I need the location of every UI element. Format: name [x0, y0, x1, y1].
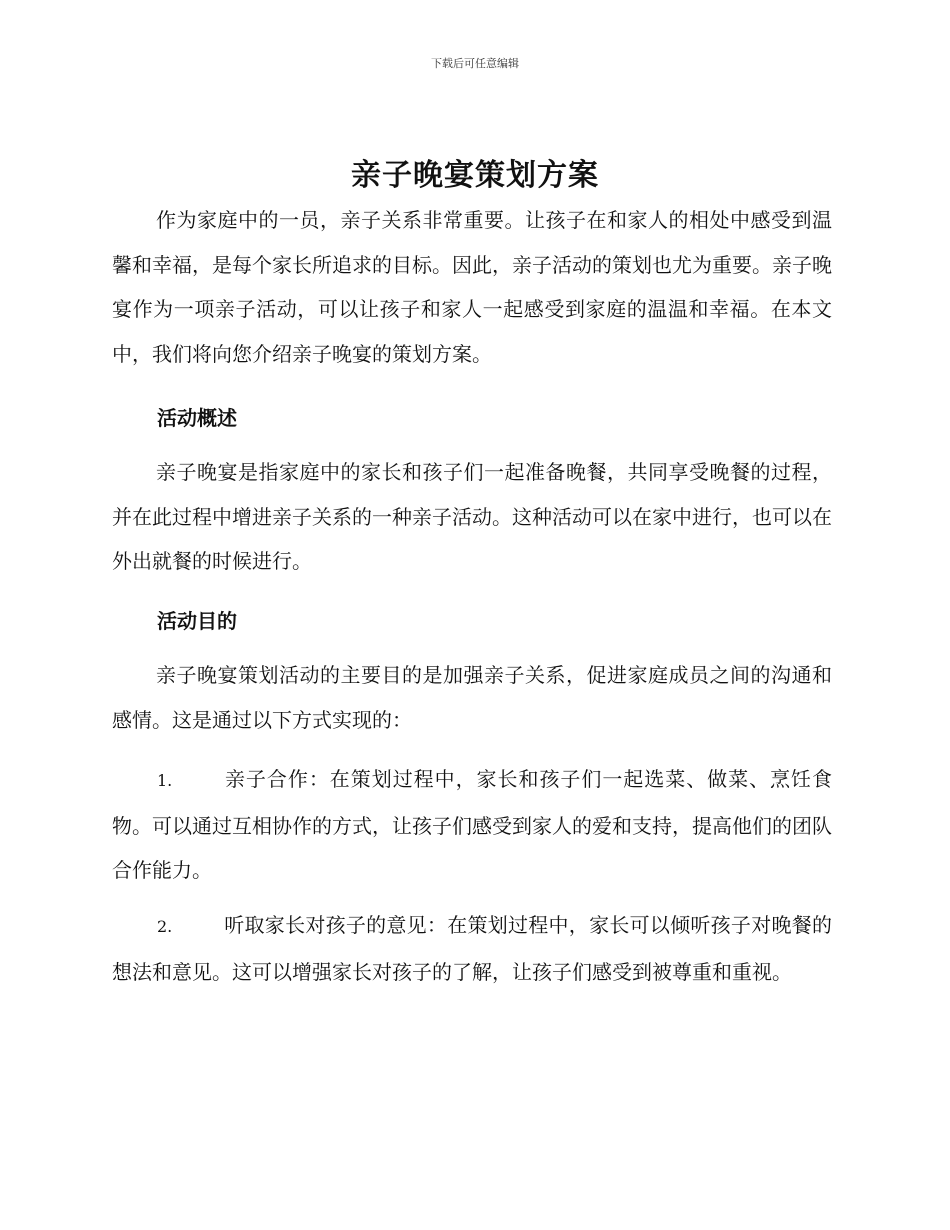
header-note: 下载后可任意编辑 — [431, 57, 519, 70]
section-heading-overview: 活动概述 — [157, 406, 237, 430]
section-heading-purpose: 活动目的 — [157, 609, 237, 633]
section-paragraph-purpose: 亲子晚宴策划活动的主要目的是加强亲子关系，促进家庭成员之间的沟通和感情。这是通过以下方式实现的： — [112, 663, 832, 732]
list-number: 1. — [157, 771, 173, 790]
intro-paragraph: 作为家庭中的一员，亲子关系非常重要。让孩子在和家人的相处中感受到温馨和幸福，是每个家长所追求的目标。因此，亲子活动的策划也尤为重要。亲子晚宴作为一项亲子活动，可以让孩子和家人一起感受到家庭的温温和幸福。在本文中，我们将向您介绍亲子晚宴的策划方案。 — [112, 208, 832, 366]
list-number: 2. — [157, 917, 173, 936]
section-paragraph-overview: 亲子晚宴是指家庭中的家长和孩子们一起准备晚餐，共同享受晚餐的过程，并在此过程中增进亲子关系的一种亲子活动。这种活动可以在家中进行，也可以在外出就餐的时候进行。 — [112, 460, 832, 573]
list-item — [112, 903, 832, 994]
list-item — [112, 757, 832, 893]
list-item-text: 亲子合作：在策划过程中，家长和孩子们一起选菜、做菜、烹饪食物。可以通过互相协作的方式，让孩子们感受到家人的爱和支持，提高他们的团队合作能力。 — [112, 767, 832, 882]
document-title: 亲子晚宴策划方案 — [351, 158, 599, 193]
list-item-text: 听取家长对孩子的意见：在策划过程中，家长可以倾听孩子对晚餐的想法和意见。这可以增强家长对孩子的了解，让孩子们感受到被尊重和重视。 — [112, 913, 832, 984]
